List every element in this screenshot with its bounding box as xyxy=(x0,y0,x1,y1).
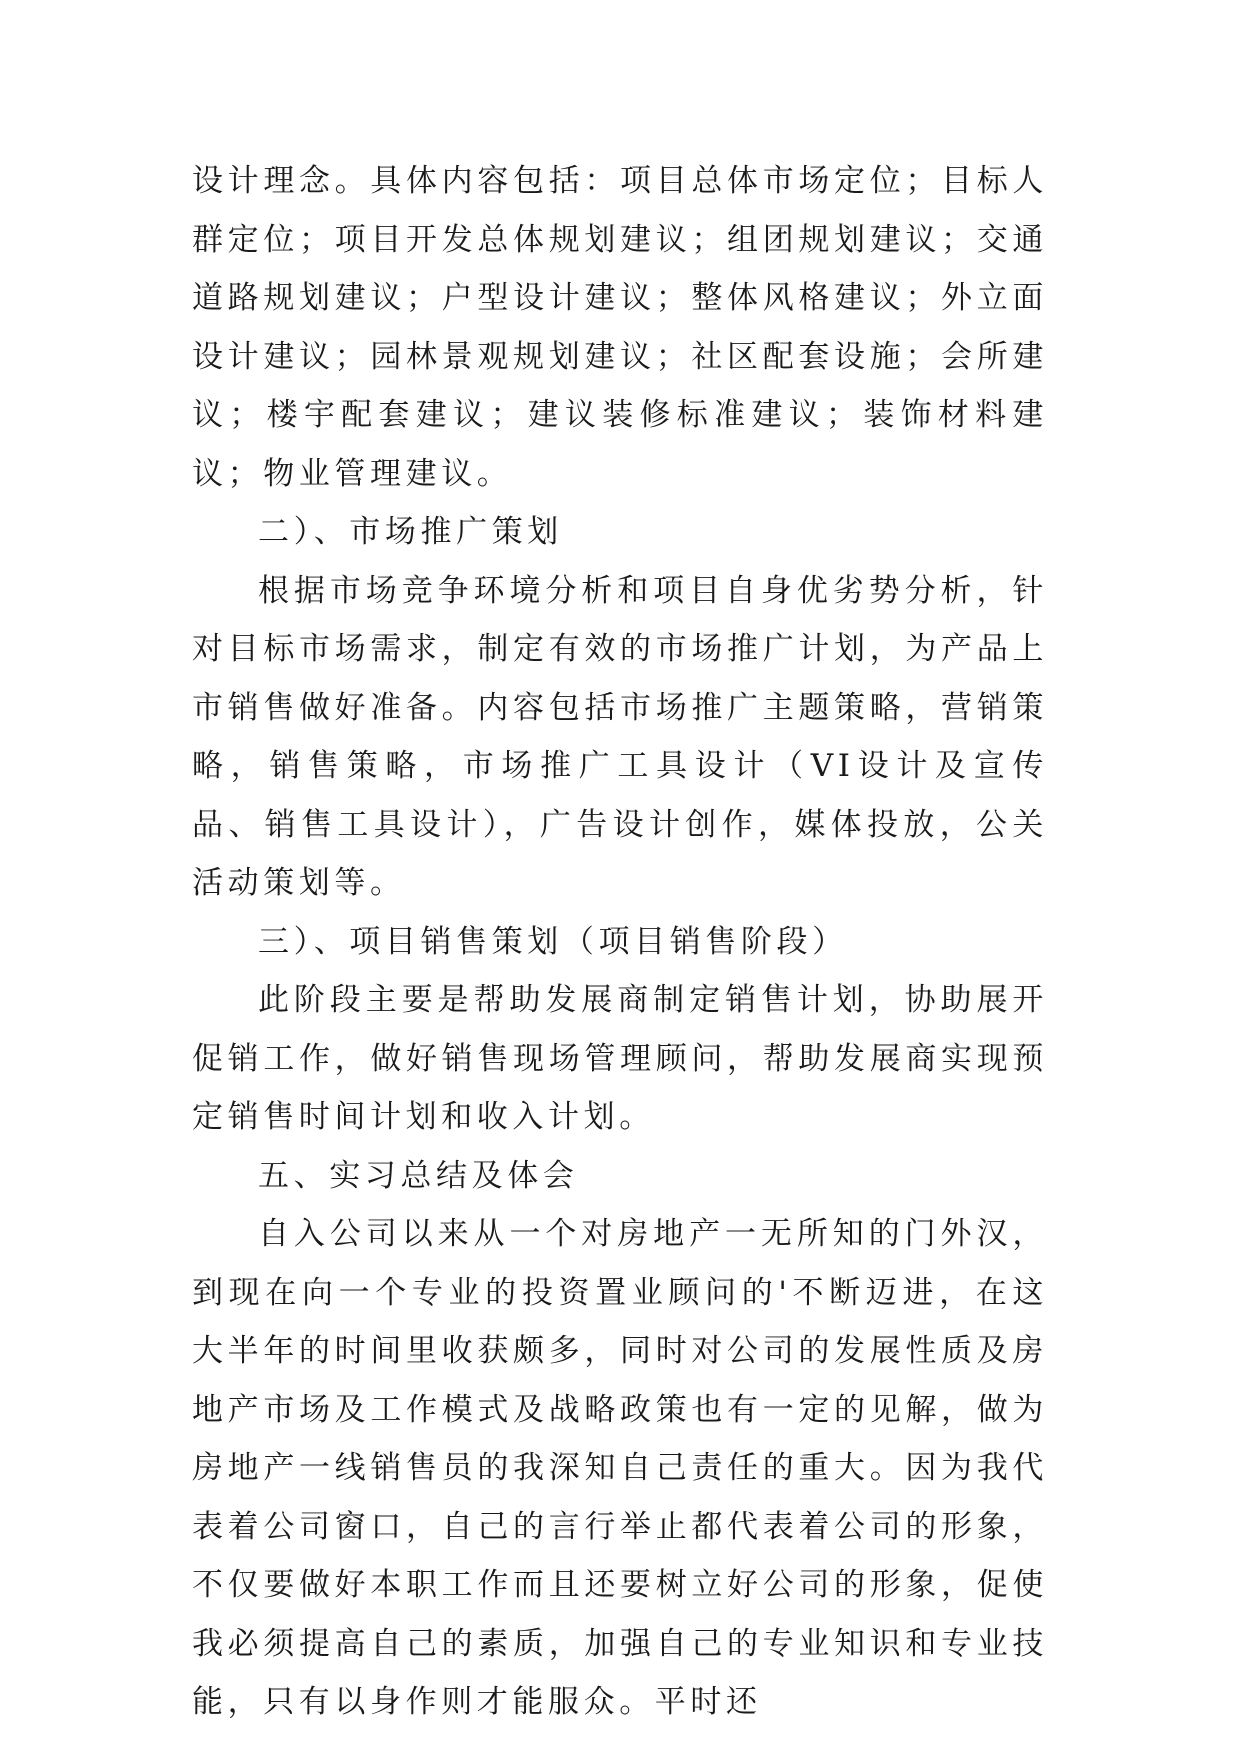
paragraph-sales-planning: 此阶段主要是帮助发展商制定销售计划，协助展开促销工作，做好销售现场管理顾问，帮助发展商实现预定销售时间计划和收入计划。 xyxy=(192,982,1048,1135)
paragraph-design-concept: 设计理念。具体内容包括：项目总体市场定位；目标人群定位；项目开发总体规划建议；组团规划建议；交通道路规划建议；户型设计建议；整体风格建议；外立面设计建议；园林景观规划建议；社区配套设施；会所建议；楼宇配套建议；建议装修标准建议；装饰材料建议；物业管理建议。 xyxy=(192,163,1048,492)
paragraph-internship-summary: 自入公司以来从一个对房地产一无所知的门外汉，到现在向一个专业的投资置业顾问的'不断迈进，在这大半年的时间里收获颇多，同时对公司的发展性质及房地产市场及工作模式及战略政策也有一定的见解，做为房地产一线销售员的我深知自己责任的重大。因为我代表着公司窗口，自己的言行举止都代表着公司的形象，不仅要做好本职工作而且还要树立好公司的形象，促使我必须提高自己的素质，加强自己的专业知识和专业技能，只有以身作则才能服众。平时还 xyxy=(192,1216,1048,1720)
document-body xyxy=(192,152,1048,1732)
heading-sales-planning: 三）、项目销售策划（项目销售阶段） xyxy=(258,923,848,960)
paragraph-market-promotion: 根据市场竞争环境分析和项目自身优劣势分析，针对目标市场需求，制定有效的市场推广计划，为产品上市销售做好准备。内容包括市场推广主题策略，营销策略，销售策略，市场推广工具设计（VI设计及宣传品、销售工具设计），广告设计创作，媒体投放，公关活动策划等。 xyxy=(192,572,1048,901)
heading-internship-summary: 五、实习总结及体会 xyxy=(258,1157,579,1194)
heading-market-promotion: 二）、市场推广策划 xyxy=(258,514,563,550)
